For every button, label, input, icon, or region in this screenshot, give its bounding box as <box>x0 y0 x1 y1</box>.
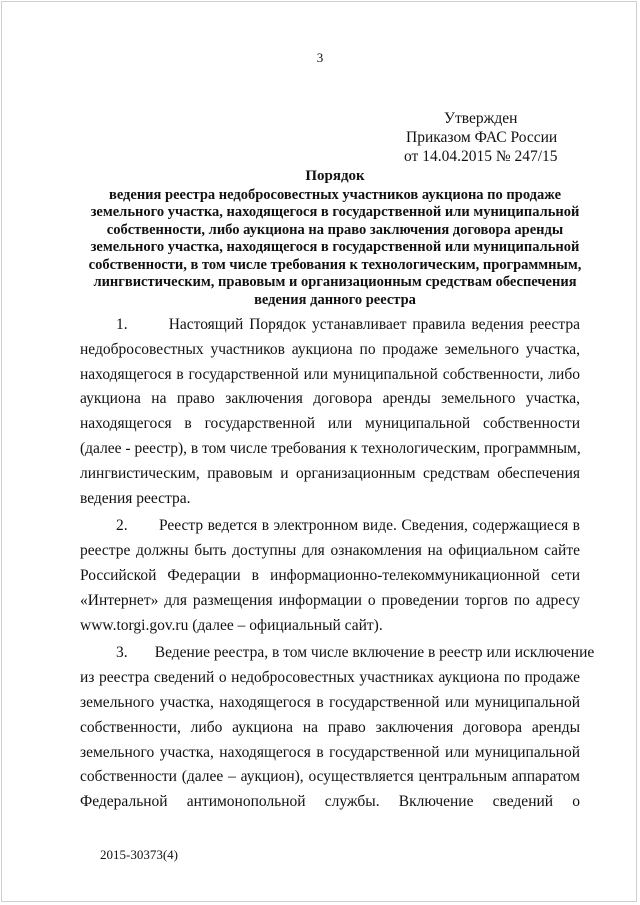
text-line: (далее - реестр), в том числе требования к технологическим, программным, <box>80 439 581 457</box>
text-line: земельного участка, находящегося в государственной или муниципальной <box>80 693 580 711</box>
text-line: аукциона на право заключения договора аренды земельного участка, <box>80 390 580 408</box>
paragraph-3 <box>80 641 595 815</box>
approval-block <box>404 109 604 166</box>
document-title: Порядок <box>305 168 365 184</box>
paragraph-2 <box>80 514 580 638</box>
text-line: реестре должны быть доступны для ознакомления на официальном сайте <box>80 542 580 560</box>
approval-line-3: от 14.04.2015 № 247/15 <box>404 148 558 165</box>
document-body <box>80 313 595 818</box>
text-line: собственности (далее – аукцион), осуществляется центральным аппаратом <box>80 768 580 786</box>
heading-line: собственности, в том числе требования к технологическим, программным, <box>88 256 582 273</box>
approval-line-2: Приказом ФАС России <box>406 129 558 146</box>
heading-line: лингвистическим, правовым и организационным средствам обеспечения <box>93 274 577 290</box>
heading-line: земельного участка, находящегося в государственной или муниципальной <box>90 204 580 220</box>
text-line: находящегося в государственной или муниципальной собственности <box>80 415 580 433</box>
approval-line-1: Утвержден <box>444 110 518 127</box>
heading-line: земельного участка, находящегося в государственной или муниципальной <box>90 239 580 255</box>
text-line: Российской Федерации в информационно-телекоммуникационной сети <box>80 566 580 584</box>
text-line: «Интернет» для размещения информации о проведении торгов по адресу <box>80 591 580 609</box>
paragraph-1 <box>80 313 580 511</box>
text-line: недобросовестных участников аукциона по продаже земельного участка, <box>80 340 580 358</box>
document-code: 2015-30373(4) <box>100 847 178 862</box>
text-line: 1. Настоящий Порядок устанавливает правила ведения реестра <box>116 316 580 333</box>
heading-line: собственности, либо аукциона на право заключения договора аренды <box>106 221 564 238</box>
text-line: находящегося в государственной или муниципальной собственности, либо <box>80 365 580 383</box>
text-line: Федеральной антимонопольной службы. Включение сведений о <box>80 793 580 811</box>
text-line: 3. Ведение реестра, в том числе включение в реестр или исключение <box>116 644 595 662</box>
heading-line: ведения данного реестра <box>254 291 416 308</box>
text-line: www.torgi.gov.ru (далее – официальный сайт). <box>80 616 383 634</box>
text-line: собственности, либо аукциона на право заключения договора аренды <box>80 718 580 736</box>
document-heading <box>80 168 590 309</box>
text-line: земельного участка, находящегося в государственной или муниципальной <box>80 743 580 761</box>
page-number: 3 <box>316 50 324 65</box>
text-line: из реестра сведений о недобросовестных участниках аукциона по продаже <box>80 669 580 687</box>
text-line: 2. Реестр ведется в электронном виде. Сведения, содержащиеся в <box>116 517 580 535</box>
heading-line: ведения реестра недобросовестных участников аукциона по продаже <box>108 186 562 203</box>
text-line: ведения реестра. <box>80 489 191 507</box>
text-line: лингвистическим, правовым и организационным средствам обеспечения <box>80 464 580 482</box>
